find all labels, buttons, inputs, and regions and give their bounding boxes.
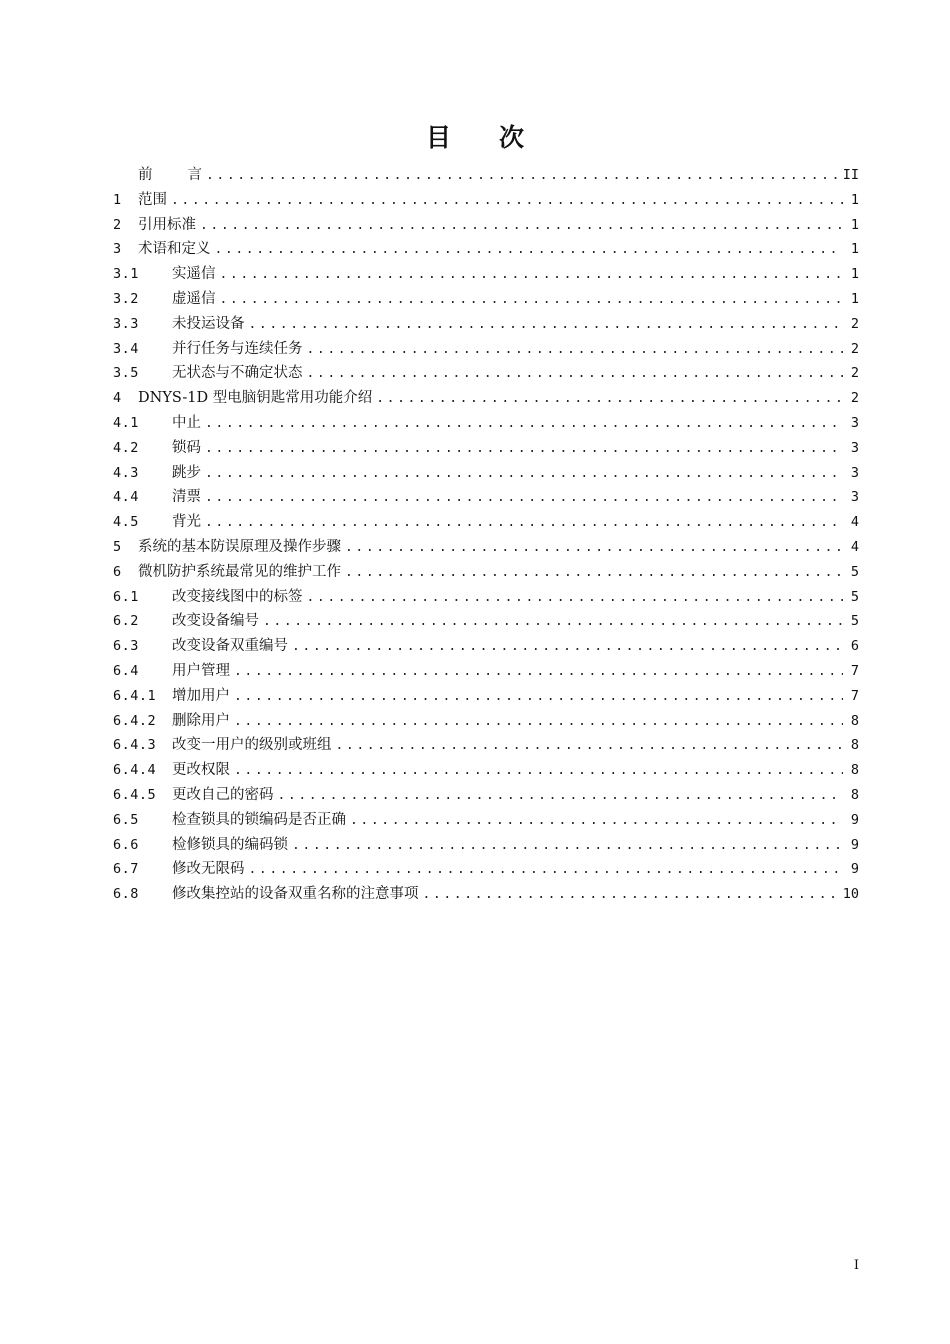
toc-entry-number: 6.1 bbox=[113, 588, 139, 605]
toc-entry-number: 6 bbox=[113, 563, 122, 580]
toc-entry-number: 6.3 bbox=[113, 638, 139, 655]
toc-entry-title: 改变设备编号 bbox=[172, 613, 259, 630]
toc-entry-title: 修改集控站的设备双重名称的注意事项 bbox=[172, 886, 419, 903]
toc-entry-title: 虚遥信 bbox=[172, 290, 216, 307]
toc-entry[interactable] bbox=[113, 535, 859, 560]
toc-entry-number: 6.4.2 bbox=[113, 712, 157, 729]
toc-entry-page: 8 bbox=[850, 712, 859, 729]
toc-entry-page: 1 bbox=[850, 216, 859, 233]
toc-dot-leader bbox=[350, 809, 843, 834]
toc-entry-number: 3.1 bbox=[113, 266, 139, 283]
toc-entry[interactable] bbox=[113, 386, 859, 411]
toc-entry-number: 5 bbox=[113, 538, 122, 555]
toc-entry-page: 8 bbox=[850, 786, 859, 803]
toc-entry-number: 3 bbox=[113, 241, 122, 258]
toc-entry[interactable] bbox=[113, 709, 859, 734]
toc-entry-title: 更改自己的密码 bbox=[172, 786, 274, 803]
toc-entry-page: 4 bbox=[850, 514, 859, 531]
toc-entry[interactable] bbox=[113, 634, 859, 659]
toc-entry-number: 4.3 bbox=[113, 464, 139, 481]
toc-entry-title: 引用标准 bbox=[138, 216, 196, 233]
toc-entry-page: 7 bbox=[850, 687, 859, 704]
toc-dot-leader bbox=[234, 660, 843, 685]
toc-dot-leader bbox=[423, 883, 837, 908]
toc-dot-leader bbox=[336, 734, 844, 759]
toc-entry[interactable] bbox=[113, 163, 859, 188]
toc-entry-number: 3.3 bbox=[113, 315, 139, 332]
toc-entry-number: 6.4.3 bbox=[113, 737, 157, 754]
toc-dot-leader bbox=[249, 313, 844, 338]
toc-entry-page: 9 bbox=[850, 811, 859, 828]
toc-entry-page: 7 bbox=[850, 662, 859, 679]
toc-entry-page: 2 bbox=[850, 390, 859, 407]
toc-entry-title: DNYS-1D 型电脑钥匙常用功能介绍 bbox=[138, 390, 373, 407]
toc-entry-page: II bbox=[842, 167, 859, 183]
toc-entry-page: 9 bbox=[850, 861, 859, 878]
toc-entry-number: 6.6 bbox=[113, 836, 139, 853]
toc-entry[interactable] bbox=[113, 337, 859, 362]
toc-dot-leader bbox=[205, 486, 843, 511]
toc-dot-leader bbox=[307, 362, 844, 387]
toc-dot-leader bbox=[205, 412, 843, 437]
toc-entry[interactable] bbox=[113, 287, 859, 312]
toc-dot-leader bbox=[292, 635, 843, 660]
toc-entry[interactable] bbox=[113, 733, 859, 758]
toc-entry-number: 4.5 bbox=[113, 514, 139, 531]
toc-entry-number: 4 bbox=[113, 390, 122, 407]
toc-entry-title: 更改权限 bbox=[172, 762, 230, 779]
toc-entry[interactable] bbox=[113, 857, 859, 882]
toc-dot-leader bbox=[205, 462, 843, 487]
toc-entry-title: 锁码 bbox=[172, 439, 201, 456]
page-title bbox=[0, 118, 950, 158]
toc-entry-page: 2 bbox=[850, 340, 859, 357]
toc-entry-title: 并行任务与连续任务 bbox=[172, 340, 303, 357]
toc-entry-page: 1 bbox=[850, 290, 859, 307]
toc-entry-page: 2 bbox=[850, 365, 859, 382]
toc-entry-title: 范围 bbox=[138, 191, 167, 208]
toc-entry[interactable] bbox=[113, 312, 859, 337]
toc-entry[interactable] bbox=[113, 560, 859, 585]
toc-entry[interactable] bbox=[113, 684, 859, 709]
toc-dot-leader bbox=[220, 263, 844, 288]
toc-entry-number: 6.7 bbox=[113, 861, 139, 878]
toc-entry-page: 8 bbox=[850, 737, 859, 754]
toc-entry-title: 修改无限码 bbox=[172, 861, 245, 878]
toc-dot-leader bbox=[234, 685, 843, 710]
toc-entry[interactable] bbox=[113, 833, 859, 858]
toc-entry-page: 8 bbox=[850, 762, 859, 779]
toc-entry-title: 增加用户 bbox=[172, 687, 230, 704]
toc-entry-title: 用户管理 bbox=[172, 662, 230, 679]
toc-entry[interactable] bbox=[113, 485, 859, 510]
toc-dot-leader bbox=[249, 858, 844, 883]
toc-entry[interactable] bbox=[113, 585, 859, 610]
toc-entry[interactable] bbox=[113, 262, 859, 287]
toc-entry-page: 5 bbox=[850, 613, 859, 630]
page-number: I bbox=[853, 1258, 859, 1273]
toc-dot-leader bbox=[292, 834, 843, 859]
toc-entry-title: 术语和定义 bbox=[138, 241, 211, 258]
toc-dot-leader bbox=[307, 338, 844, 363]
toc-entry-title: 检查锁具的锁编码是否正确 bbox=[172, 811, 346, 828]
toc-entry-title: 微机防护系统最常见的维护工作 bbox=[138, 563, 341, 580]
toc-dot-leader bbox=[263, 610, 843, 635]
toc-entry-title: 改变设备双重编号 bbox=[172, 638, 288, 655]
page-title-char-1: 目 bbox=[425, 123, 451, 152]
toc-entry-page: 5 bbox=[850, 563, 859, 580]
toc-entry-title: 未投运设备 bbox=[172, 315, 245, 332]
toc-entry-number: 6.4.4 bbox=[113, 762, 157, 779]
toc-entry-title: 系统的基本防误原理及操作步骤 bbox=[138, 538, 341, 555]
toc-dot-leader bbox=[345, 536, 843, 561]
toc-entry-title: 中止 bbox=[172, 414, 201, 431]
toc-entry-number: 6.4.5 bbox=[113, 786, 157, 803]
toc-dot-leader bbox=[205, 511, 843, 536]
toc-dot-leader bbox=[215, 238, 844, 263]
toc-entry-page: 10 bbox=[842, 886, 859, 903]
toc-entry[interactable] bbox=[113, 411, 859, 436]
toc-dot-leader bbox=[200, 214, 843, 239]
toc-entry-number: 3.4 bbox=[113, 340, 139, 357]
toc-entry-page: 3 bbox=[850, 489, 859, 506]
toc-entry-title: 前 言 bbox=[138, 167, 202, 183]
toc-entry-number: 6.4 bbox=[113, 662, 139, 679]
toc-entry-number: 4.1 bbox=[113, 414, 139, 431]
toc-entry-page: 1 bbox=[850, 266, 859, 283]
toc-entry-title: 改变一用户的级别或班组 bbox=[172, 737, 332, 754]
toc-entry-page: 5 bbox=[850, 588, 859, 605]
toc-entry[interactable] bbox=[113, 436, 859, 461]
page-title-char-2: 次 bbox=[499, 123, 525, 152]
toc-entry-title: 检修锁具的编码锁 bbox=[172, 836, 288, 853]
toc-dot-leader bbox=[205, 437, 843, 462]
toc-entry[interactable] bbox=[113, 659, 859, 684]
toc-entry-title: 跳步 bbox=[172, 464, 201, 481]
toc-dot-leader bbox=[376, 387, 843, 412]
toc-entry[interactable] bbox=[113, 361, 859, 386]
toc-entry-title: 清票 bbox=[172, 489, 201, 506]
toc-entry[interactable] bbox=[113, 188, 859, 213]
toc-entry-number: 6.4.1 bbox=[113, 687, 157, 704]
toc-entry-number: 3.2 bbox=[113, 290, 139, 307]
toc-dot-leader bbox=[307, 586, 844, 611]
toc-entry[interactable] bbox=[113, 808, 859, 833]
toc-entry[interactable] bbox=[113, 882, 859, 907]
toc-dot-leader bbox=[171, 189, 843, 214]
toc-entry-page: 3 bbox=[850, 439, 859, 456]
toc-entry-number: 4.2 bbox=[113, 439, 139, 456]
toc-entry-page: 1 bbox=[850, 191, 859, 208]
toc-entry-page: 6 bbox=[850, 638, 859, 655]
toc-entry-number: 1 bbox=[113, 191, 122, 208]
toc-entry[interactable] bbox=[113, 237, 859, 262]
toc-entry[interactable] bbox=[113, 609, 859, 634]
toc-entry-page: 3 bbox=[850, 464, 859, 481]
toc-entry-number: 2 bbox=[113, 216, 122, 233]
toc-dot-leader bbox=[345, 561, 843, 586]
toc-dot-leader bbox=[234, 759, 843, 784]
toc-entry-page: 1 bbox=[850, 241, 859, 258]
toc-entry[interactable] bbox=[113, 461, 859, 486]
toc-entry-title: 无状态与不确定状态 bbox=[172, 365, 303, 382]
toc-entry[interactable] bbox=[113, 213, 859, 238]
toc-entry-title: 背光 bbox=[172, 514, 201, 531]
toc-entry-number: 6.8 bbox=[113, 886, 139, 903]
toc-entry-title: 删除用户 bbox=[172, 712, 230, 729]
toc-entry-page: 2 bbox=[850, 315, 859, 332]
table-of-contents bbox=[113, 163, 859, 907]
toc-entry-page: 9 bbox=[850, 836, 859, 853]
toc-dot-leader bbox=[234, 710, 843, 735]
toc-entry-page: 3 bbox=[850, 414, 859, 431]
toc-entry[interactable] bbox=[113, 758, 859, 783]
toc-entry-number: 3.5 bbox=[113, 365, 139, 382]
toc-entry-page: 4 bbox=[850, 538, 859, 555]
toc-entry-number: 6.2 bbox=[113, 613, 139, 630]
toc-entry[interactable] bbox=[113, 783, 859, 808]
toc-entry[interactable] bbox=[113, 510, 859, 535]
toc-dot-leader bbox=[278, 784, 844, 809]
toc-entry-number: 4.4 bbox=[113, 489, 139, 506]
toc-entry-title: 实遥信 bbox=[172, 266, 216, 283]
toc-entry-title: 改变接线图中的标签 bbox=[172, 588, 303, 605]
toc-entry-number: 6.5 bbox=[113, 811, 139, 828]
toc-dot-leader bbox=[220, 288, 844, 313]
toc-dot-leader bbox=[206, 164, 837, 189]
